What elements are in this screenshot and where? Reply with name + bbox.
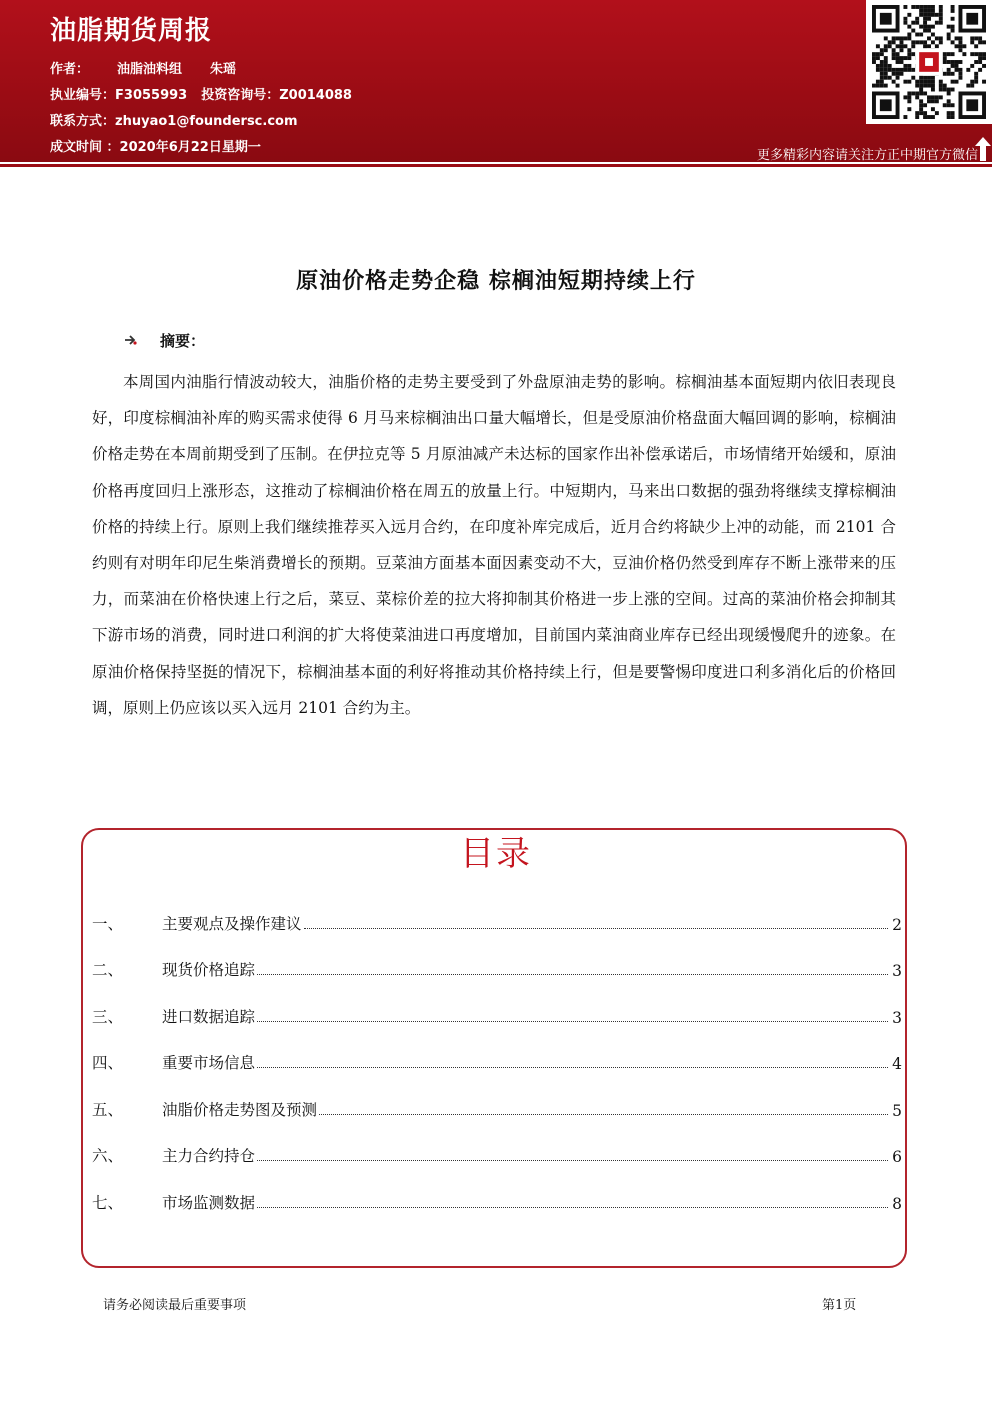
date-line (50, 136, 261, 155)
footer-notice: 请务必阅读最后重要事项 (103, 1298, 247, 1313)
summary-label: 摘要： (160, 332, 206, 350)
toc-leader-dots (304, 927, 888, 929)
toc-entry-label: 主力合约持仓 (162, 1147, 256, 1165)
author-line (50, 58, 236, 77)
toc-entry-number: 一、 (92, 915, 124, 933)
toc-title: 目录 (460, 834, 532, 874)
contact-line (50, 110, 298, 129)
toc-entry-page: 5 (892, 1102, 902, 1120)
qr-code-panel[interactable] (866, 0, 992, 124)
toc-entry-label: 现货价格追踪 (162, 961, 256, 979)
toc-entry[interactable] (92, 1191, 902, 1213)
date-label: 成文时间 ： (50, 140, 120, 155)
toc-entry-number: 七、 (92, 1194, 124, 1212)
toc-entry-label: 主要观点及操作建议 (162, 915, 302, 933)
bullet-arrow-icon (124, 332, 160, 350)
toc-entry[interactable] (92, 1051, 902, 1073)
toc-entry-page: 3 (892, 1009, 902, 1027)
toc-entry-number: 四、 (92, 1054, 124, 1072)
toc-entry-page: 2 (892, 916, 902, 934)
toc-leader-dots (257, 973, 888, 975)
toc-entry[interactable] (92, 958, 902, 980)
toc-entry-page: 6 (892, 1148, 902, 1166)
toc-entry-label: 进口数据追踪 (162, 1008, 256, 1026)
toc-entry-number: 二、 (92, 961, 124, 979)
header-divider (0, 164, 992, 167)
toc-leader-dots (257, 1206, 888, 1208)
toc-entry-label: 油脂价格走势图及预测 (162, 1101, 318, 1119)
document-title: 原油价格走势企稳 棕榈油短期持续上行 (296, 269, 696, 294)
toc-entry[interactable] (92, 1098, 902, 1120)
consult-value: Z0014088 (279, 88, 352, 103)
toc-entry-page: 8 (892, 1195, 902, 1213)
summary-paragraph: 本周国内油脂行情波动较大，油脂价格的走势主要受到了外盘原油走势的影响。棕榈油基本面短期内依旧表现良好，印度棕榈油补库的购买需求使得 6 月马来棕榈油出口量大幅增长，但是受原油价格盘面大幅回调的影响，棕榈油价格走势在本周前期受到了压制。在伊拉克等 5 月原油减产未达标的国家作出补偿承诺后，市场情绪开始缓和，原油价格再度回归上涨形态，这推动了棕榈油价格在周五的放量上行。中短期内，马来出口数据的强劲将继续支撑棕榈油价格的持续上行。原则上我们继续推荐买入远月合约，在印度补库完成后，近月合约将缺少上冲的动能，而 2101 合约则有对明年印尼生柴消费增长的预期。豆菜油方面基本面因素变动不大，豆油价格仍然受到库存不断上涨带来的压力，而菜油在价格快速上行之后，菜豆、菜棕价差的拉大将抑制其价格进一步上涨的空间。过高的菜油价格会抑制其下游市场的消费，同时进口利润的扩大将使菜油进口再度增加，目前国内菜油商业库存已经出现缓慢爬升的迹象。在原油价格保持坚挺的情况下，棕榈油基本面的利好将推动其价格持续上行，但是要警惕印度进口利多消化后的价格回调，原则上仍应该以买入远月 2101 合约为主。 (92, 373, 896, 717)
contact-email[interactable]: zhuyao1@foundersc.com (115, 114, 298, 129)
toc-entry[interactable] (92, 912, 902, 934)
toc-entry-number: 五、 (92, 1101, 124, 1119)
summary-heading (124, 330, 205, 351)
contact-label: 联系方式： (50, 114, 116, 129)
up-arrow-icon (974, 136, 992, 162)
toc-entry[interactable] (92, 1005, 902, 1027)
toc-leader-dots (257, 1020, 888, 1022)
toc-entry-number: 三、 (92, 1008, 124, 1026)
toc-entry-page: 4 (892, 1055, 902, 1073)
toc-entry-label: 市场监测数据 (162, 1194, 256, 1212)
author-group: 油脂油料组 (117, 62, 183, 77)
author-name: 朱瑶 (210, 62, 237, 77)
toc-entry[interactable] (92, 1144, 902, 1166)
toc-leader-dots (319, 1113, 888, 1115)
author-label: 作者： (50, 62, 90, 77)
toc-leader-dots (257, 1159, 888, 1161)
license-value: F3055993 (115, 88, 188, 103)
report-series-title: 油脂期货周报 (50, 16, 213, 46)
license-label: 执业编号： (50, 88, 116, 103)
toc-entry-number: 六、 (92, 1147, 124, 1165)
report-header (0, 0, 992, 162)
qr-code-icon (872, 4, 986, 120)
toc-entry-page: 3 (892, 962, 902, 980)
license-line (50, 84, 352, 103)
toc-leader-dots (257, 1066, 888, 1068)
follow-wechat-text[interactable]: 更多精彩内容请关注方正中期官方微信 (756, 148, 978, 163)
consult-label: 投资咨询号： (201, 88, 280, 103)
date-value: 2020年6月22日星期一 (119, 140, 261, 155)
toc-entry-label: 重要市场信息 (162, 1054, 256, 1072)
footer-page-number: 第1页 (822, 1298, 857, 1313)
